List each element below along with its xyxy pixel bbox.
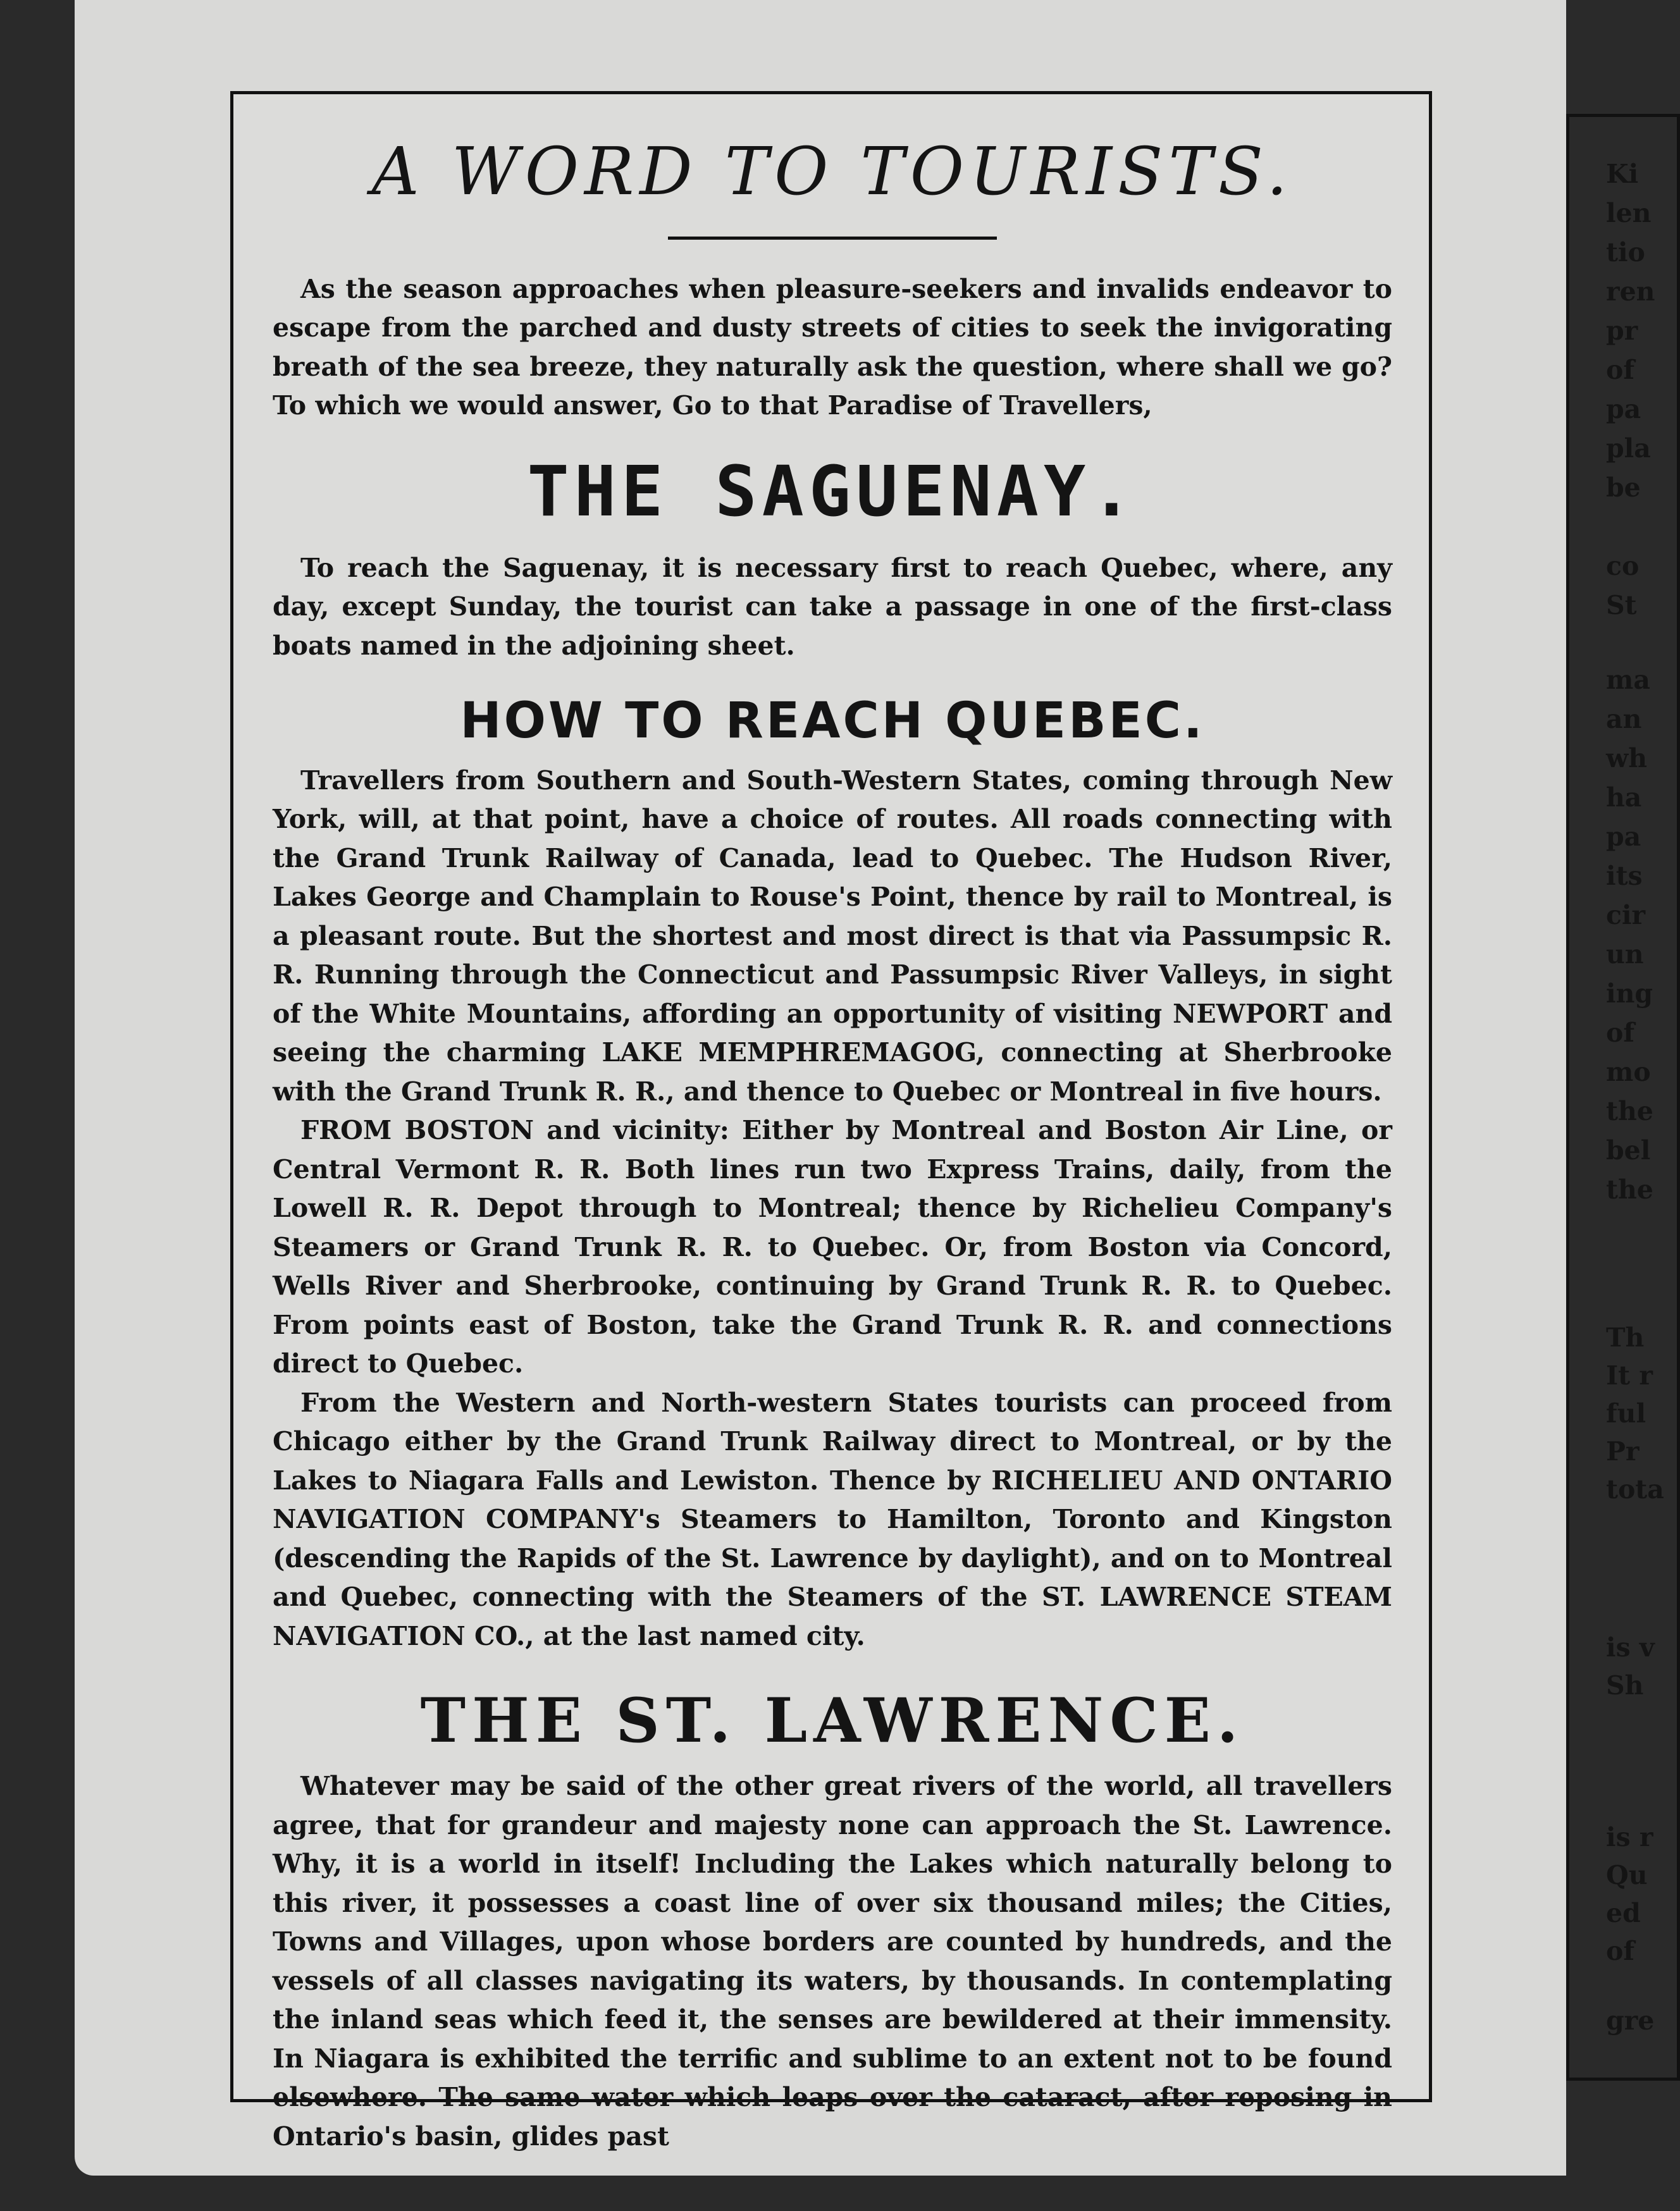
adjacent-fragment: wh (1606, 743, 1648, 773)
adjacent-fragment: ma (1606, 665, 1650, 695)
st-lawrence-paragraph: Whatever may be said of the other great rivers of the world, all travellers agree, that for grandeur and majesty none can approach the St. Lawrence. Why, it is a world in itself! Including the Lakes which naturally belong to this river, it possesses a coast line of over six thousand miles; the Cities, Towns and Villages, upon whose borders are counted by hundreds, and the vessels of all classes navigating its waters, by thousands. In contemplating the inland seas which feed it, the senses are bewildered at their immensity. In Niagara is exhibited the terrific and sublime to an extent not to be found elsewhere. The same water which leaps over the cataract, after reposing in Ontario's basin, glides past (273, 1771, 1392, 2152)
adjacent-fragment: pa (1606, 394, 1641, 424)
adjacent-fragment: is v (1606, 1632, 1655, 1663)
adjacent-fragment: It r (1606, 1360, 1653, 1391)
adjacent-fragment: St (1606, 590, 1637, 620)
quebec-paragraph-2: FROM BOSTON and vicinity: Either by Montreal and Boston Air Line, or Central Vermont R. R. Both lines run two Express Trains, daily, from the Lowell R. R. Depot through to Montreal; thence by Richelieu Company's Steamers or Grand Trunk R. R. to Quebec. Or, from Boston via Concord, Wells River and Sherbrooke, continuing by Grand Trunk R. R. to Quebec. From points east of Boston, take the Grand Trunk R. R. and connections direct to Quebec. (273, 1115, 1392, 1379)
adjacent-fragment: len (1606, 198, 1652, 228)
adjacent-fragment: tota (1606, 1474, 1664, 1505)
adjacent-fragment: Pr (1606, 1436, 1640, 1467)
adjacent-fragment: of (1606, 355, 1634, 385)
adjacent-column (1566, 114, 1680, 2081)
adjacent-fragment: tio (1606, 237, 1645, 268)
adjacent-fragment: pla (1606, 433, 1651, 464)
adjacent-fragment: pr (1606, 316, 1638, 346)
adjacent-fragment: un (1606, 939, 1644, 970)
quebec-paragraph-3: From the Western and North-western States tourists can proceed from Chicago either by the Grand Trunk Railway direct to Montreal, or by the Lakes to Niagara Falls and Lewiston. Thence by RICHELIEU AND ONTARIO NAVIGATION COMPANY's Steamers to Hamilton, Toronto and Kingston (descending the Rapids of the St. Lawrence by daylight), and on to Montreal and Quebec, connecting with the Steamers of the ST. LAWRENCE STEAM NAVIGATION CO., at the last named city. (273, 1387, 1392, 1651)
saguenay-paragraph: To reach the Saguenay, it is necessary first to reach Quebec, where, any day, except Sunday, the tourist can take a passage in one of the first-class boats named in the adjoining sheet. (273, 552, 1392, 661)
article-content (273, 132, 1392, 2156)
adjacent-fragment: gre (1606, 2005, 1655, 2036)
title-rule (668, 237, 997, 240)
adjacent-fragment: cir (1606, 900, 1646, 930)
adjacent-fragment: co (1606, 551, 1640, 581)
intro-paragraph: As the season approaches when pleasure-seekers and invalids endeavor to escape from the parched and dusty streets of cities to seek the invigorating breath of the sea breeze, they naturally ask the question, where shall we go? To which we would answer, Go to that Paradise of Travellers, (273, 273, 1392, 421)
adjacent-fragment: be (1606, 472, 1641, 503)
adjacent-fragment: its (1606, 861, 1643, 891)
adjacent-fragment: the (1606, 1174, 1653, 1205)
quebec-heading: HOW TO REACH QUEBEC. (460, 693, 1205, 750)
adjacent-fragment: pa (1606, 822, 1641, 852)
page-title: A WORD TO TOURISTS. (371, 133, 1294, 210)
adjacent-fragment: ing (1606, 978, 1653, 1009)
adjacent-fragment: bel (1606, 1135, 1651, 1166)
newspaper-sheet (75, 0, 1664, 2176)
adjacent-fragment: Sh (1606, 1670, 1644, 1701)
adjacent-fragment: an (1606, 704, 1642, 734)
adjacent-fragment: ed (1606, 1898, 1641, 1928)
adjacent-fragment: of (1606, 1936, 1634, 1966)
st-lawrence-heading: THE ST. LAWRENCE. (420, 1685, 1245, 1757)
saguenay-heading: THE SAGUENAY. (527, 450, 1138, 532)
adjacent-fragment: ha (1606, 782, 1642, 813)
adjacent-fragment: is r (1606, 1822, 1653, 1852)
article-frame (230, 91, 1432, 2152)
quebec-paragraph-1: Travellers from Southern and South-Western States, coming through New York, will, at that point, have a choice of routes. All roads connecting with the Grand Trunk Railway of Canada, lead to Quebec. The Hudson River, Lakes George and Champlain to Rouse's Point, thence by rail to Montreal, is a pleasant route. But the shortest and most direct is that via Passumpsic R. R. Running through the Connecticut and Passumpsic River Valleys, in sight of the White Mountains, affording an opportunity of visiting NEWPORT and seeing the charming LAKE MEMPHREMAGOG, connecting at Sherbrooke with the Grand Trunk R. R., and thence to Quebec or Montreal in five hours. (273, 765, 1392, 1107)
adjacent-fragment: Th (1606, 1322, 1645, 1353)
adjacent-fragment: the (1606, 1096, 1653, 1126)
adjacent-fragment: Qu (1606, 1860, 1648, 1890)
adjacent-fragment: Ki (1606, 159, 1639, 189)
adjacent-fragment: ful (1606, 1398, 1646, 1429)
adjacent-fragment: mo (1606, 1057, 1651, 1087)
adjacent-fragment: ren (1606, 276, 1655, 307)
adjacent-fragment: of (1606, 1018, 1634, 1048)
